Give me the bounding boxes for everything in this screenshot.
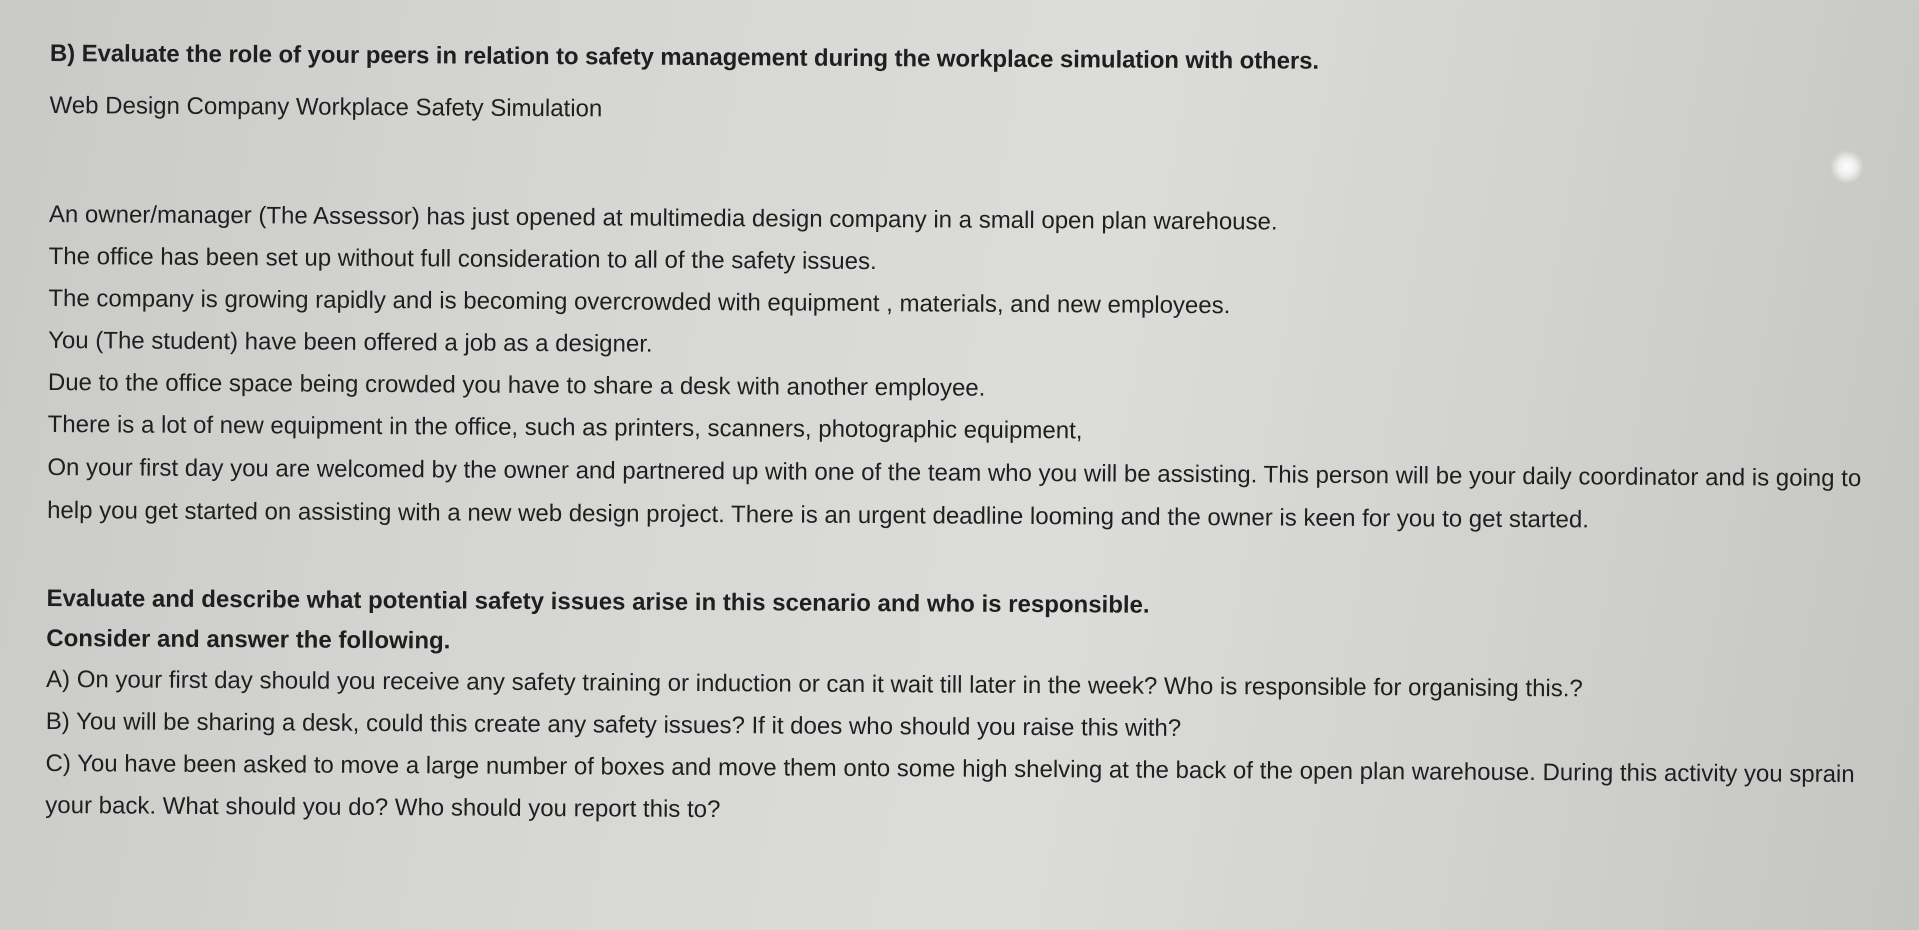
task-consider: Consider and answer the following.: [46, 624, 451, 655]
document-content: [45, 40, 1880, 838]
scenario-line: Due to the office space being crowded you have to share a desk with another employee.: [47, 368, 986, 402]
task-section: [45, 579, 1876, 838]
question-a: A) On your first day should you receive any safety training or induction or can it wait till later in the week? Who is responsible for organising this.?: [46, 665, 1583, 703]
scenario-line: The office has been set up without full consideration to all of the safety issues.: [48, 242, 877, 276]
question-c: C) You have been asked to move a large number of boxes and move them onto some high shelving at the back of the open plan warehouse. During this activity you sprain your back. What should you do? Who should you report this to?: [45, 749, 1855, 824]
simulation-title: Web Design Company Workplace Safety Simulation: [49, 91, 603, 123]
scenario-text: [47, 194, 1879, 543]
scenario-line: You (The student) have been offered a job as a designer.: [48, 326, 653, 358]
scenario-line: An owner/manager (The Assessor) has just opened at multimedia design company in a small open plan warehouse.: [48, 200, 1278, 236]
question-b: B) You will be sharing a desk, could this create any safety issues? If it does who should you raise this with?: [45, 707, 1182, 742]
scenario-paragraph: On your first day you are welcomed by the owner and partnered up with one of the team who you will be assisting. This person will be your daily coordinator and is going to help you get started on assisting with a new web design project. There is an urgent deadline looming and the owner is keen for you to get started.: [47, 453, 1862, 534]
task-instruction: Evaluate and describe what potential safety issues arise in this scenario and who is responsible.: [46, 584, 1150, 619]
scenario-line: There is a lot of new equipment in the office, such as printers, scanners, photographic equipment,: [47, 410, 1083, 445]
question-heading: B) Evaluate the role of your peers in relation to safety management during the workplace simulation with others.: [49, 40, 1320, 75]
scenario-line: The company is growing rapidly and is becoming overcrowded with equipment , materials, and new employees.: [48, 284, 1231, 320]
